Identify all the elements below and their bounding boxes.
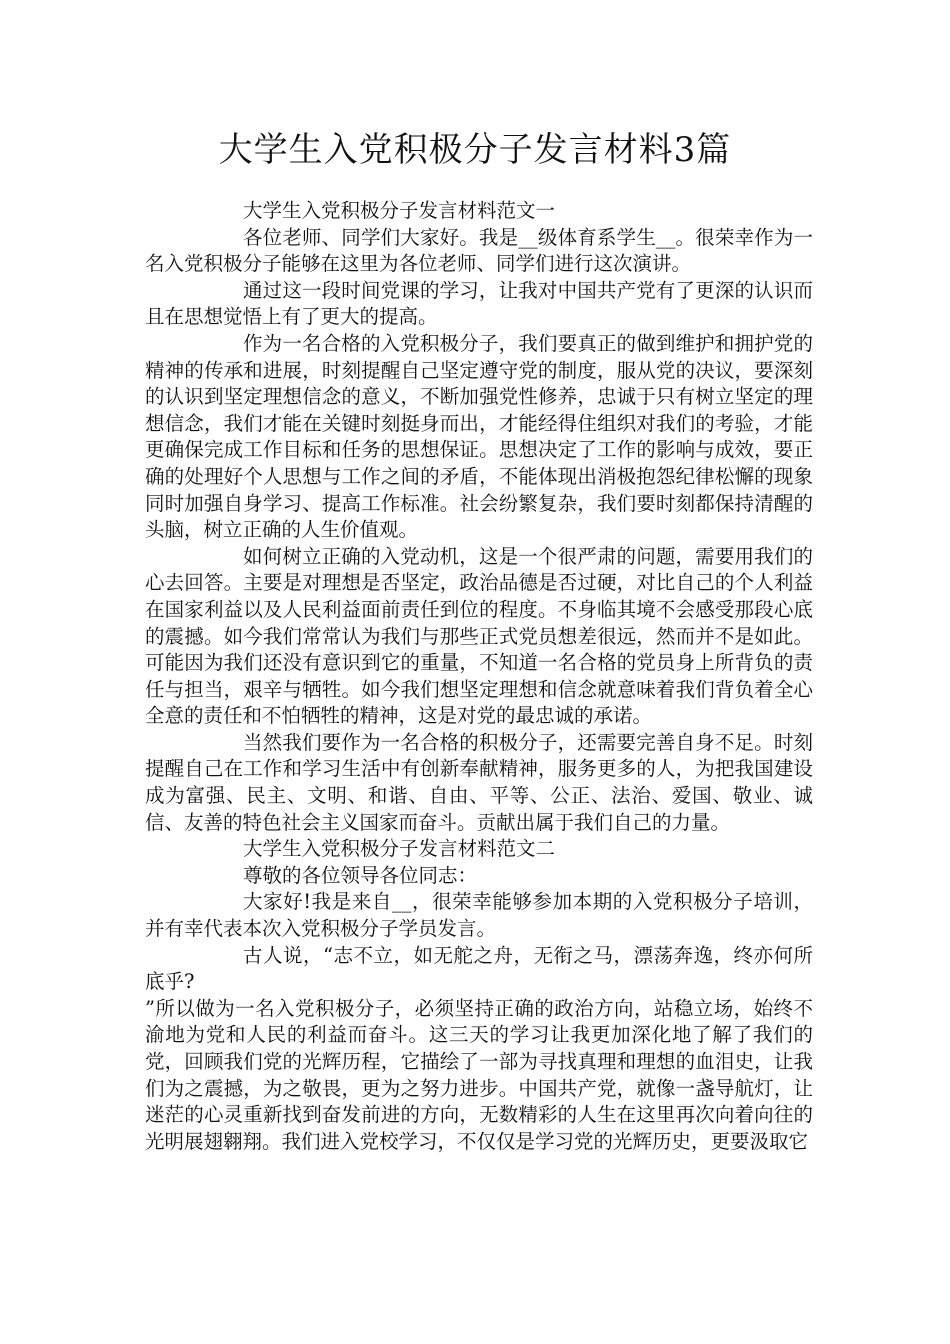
salutation: 尊敬的各位领导各位同志： <box>243 863 478 887</box>
document-title: 大学生入党积极分子发言材料3篇 <box>218 130 732 170</box>
paragraph: 大家好!我是来自__，很荣幸能够参加本期的入党积极分子培训，并有幸代表本次入党积极分子学员发言。 <box>145 890 813 941</box>
paragraph: 当然我们要作为一名合格的积极分子，还需要完善自身不足。时刻提醒自己在工作和学习生活中有创新奉献精神，服务更多的人，为把我国建设成为富强、民主、文明、和谐、自由、平等、公正、法治、爱国、敬业、诚信、友善的特色社会主义国家而奋斗。贡献出属于我们自己的力量。 <box>145 730 813 834</box>
section-heading-1: 大学生入党积极分子发言材料范文一 <box>243 199 556 222</box>
paragraph: 古人说，“志不立，如无舵之舟，无衔之马，漂荡奔逸，终亦何所底乎? <box>145 943 813 994</box>
section-heading-2: 大学生入党积极分子发言材料范文二 <box>243 837 556 861</box>
paragraph: 如何树立正确的入党动机，这是一个很严肃的问题，需要用我们的心去回答。主要是对理想是否坚定，政治品德是否过硬，对比自己的个人利益在国家利益以及人民利益面前责任到位的程度。不身临其境不会感受那段心底的震撼。如今我们常常认为我们与那些正式党员想差很远，然而并不是如此。可能因为我们还没有意识到它的重量，不知道一名合格的党员身上所背负的责任与担当，艰辛与牺牲。如今我们想坚定理想和信念就意味着我们背负着全心全意的责任和不怕牺牲的精神，这是对党的最忠诚的承诺。 <box>145 544 813 728</box>
paragraph: 通过这一段时间党课的学习，让我对中国共产党有了更深的认识而且在思想觉悟上有了更大的提高。 <box>145 278 813 329</box>
document-body <box>145 198 813 1155</box>
paragraph: 作为一名合格的入党积极分子，我们要真正的做到维护和拥护党的精神的传承和进展，时刻提醒自己坚定遵守党的制度，服从党的决议，要深刻的认识到坚定理想信念的意义，不断加强党性修养，忠诚于只有树立坚定的理想信念，我们才能在关键时刻挺身而出，才能经得住组织对我们的考验，才能更确保完成工作目标和任务的思想保证。思想决定了工作的影响与成效，要正确的处理好个人思想与工作之间的矛盾，不能体现出消极抱怨纪律松懈的现象同时加强自身学习、提高工作标准。社会纷繁复杂，我们要时刻都保持清醒的头脑，树立正确的人生价值观。 <box>145 331 813 542</box>
paragraph: ”所以做为一名入党积极分子，必须坚持正确的政治方向，站稳立场，始终不渝地为党和人民的利益而奋斗。这三天的学习让我更加深化地了解了我们的党，回顾我们党的光辉历程，它描绘了一部为寻找真理和理想的血泪史，让我们为之震撼，为之敬畏，更为之努力进步。中国共产党，就像一盏导航灯，让迷茫的心灵重新找到奋发前进的方向，无数精彩的人生在这里再次向着向往的光明展翅翱翔。我们进入党校学习，不仅仅是学习党的光辉历史，更要汲取它 <box>145 996 813 1153</box>
paragraph: 各位老师、同学们大家好。我是__级体育系学生__。很荣幸作为一名入党积极分子能够在这里为各位老师、同学们进行这次演讲。 <box>145 225 813 276</box>
